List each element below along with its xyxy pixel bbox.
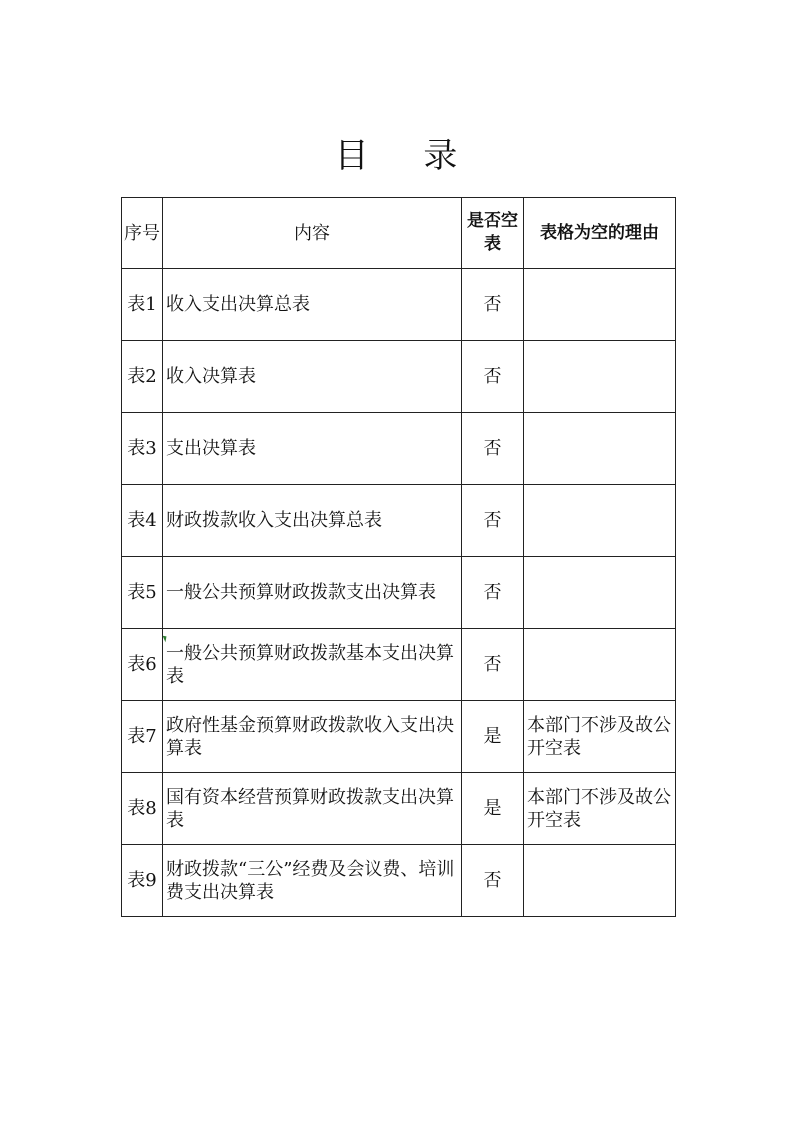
table-header-row xyxy=(122,198,676,269)
row-content: 财政拨款“三公”经费及会议费、培训费支出决算表 xyxy=(163,845,462,917)
row-reason: 本部门不涉及故公开空表 xyxy=(524,701,676,773)
page-title: 目 录 xyxy=(334,136,480,176)
table-row xyxy=(122,557,676,629)
cell-comment-marker-icon xyxy=(162,635,167,642)
row-content: 国有资本经营预算财政拨款支出决算表 xyxy=(163,773,462,845)
header-no: 序号 xyxy=(122,198,163,269)
table-row xyxy=(122,701,676,773)
row-content: 收入支出决算总表 xyxy=(163,269,462,341)
directory-table xyxy=(121,197,676,917)
row-no: 表7 xyxy=(122,701,163,773)
table-row xyxy=(122,269,676,341)
row-no: 表2 xyxy=(122,341,163,413)
row-no: 表3 xyxy=(122,413,163,485)
row-content-cell xyxy=(163,629,462,701)
table-row xyxy=(122,341,676,413)
row-reason xyxy=(524,413,676,485)
row-reason xyxy=(524,341,676,413)
row-reason xyxy=(524,629,676,701)
row-content: 财政拨款收入支出决算总表 xyxy=(163,485,462,557)
row-content: 一般公共预算财政拨款基本支出决算表 xyxy=(166,642,454,687)
row-content: 一般公共预算财政拨款支出决算表 xyxy=(163,557,462,629)
row-no: 表5 xyxy=(122,557,163,629)
row-is-empty: 否 xyxy=(462,485,524,557)
row-is-empty: 否 xyxy=(462,269,524,341)
row-is-empty: 否 xyxy=(462,413,524,485)
header-is-empty: 是否空表 xyxy=(462,198,524,269)
row-no: 表8 xyxy=(122,773,163,845)
row-is-empty: 否 xyxy=(462,629,524,701)
table-row xyxy=(122,845,676,917)
row-reason xyxy=(524,557,676,629)
row-reason xyxy=(524,485,676,557)
row-reason: 本部门不涉及故公开空表 xyxy=(524,773,676,845)
row-no: 表6 xyxy=(122,629,163,701)
row-is-empty: 是 xyxy=(462,773,524,845)
row-reason xyxy=(524,269,676,341)
table-row xyxy=(122,629,676,701)
row-content: 政府性基金预算财政拨款收入支出决算表 xyxy=(163,701,462,773)
table-row xyxy=(122,413,676,485)
row-is-empty: 否 xyxy=(462,845,524,917)
header-content: 内容 xyxy=(163,198,462,269)
row-content-wrap xyxy=(166,642,458,688)
row-content: 收入决算表 xyxy=(163,341,462,413)
row-is-empty: 否 xyxy=(462,557,524,629)
row-is-empty: 是 xyxy=(462,701,524,773)
row-reason xyxy=(524,845,676,917)
table-row xyxy=(122,773,676,845)
row-no: 表9 xyxy=(122,845,163,917)
row-no: 表1 xyxy=(122,269,163,341)
header-reason: 表格为空的理由 xyxy=(524,198,676,269)
table-row xyxy=(122,485,676,557)
row-content: 支出决算表 xyxy=(163,413,462,485)
row-is-empty: 否 xyxy=(462,341,524,413)
row-no: 表4 xyxy=(122,485,163,557)
